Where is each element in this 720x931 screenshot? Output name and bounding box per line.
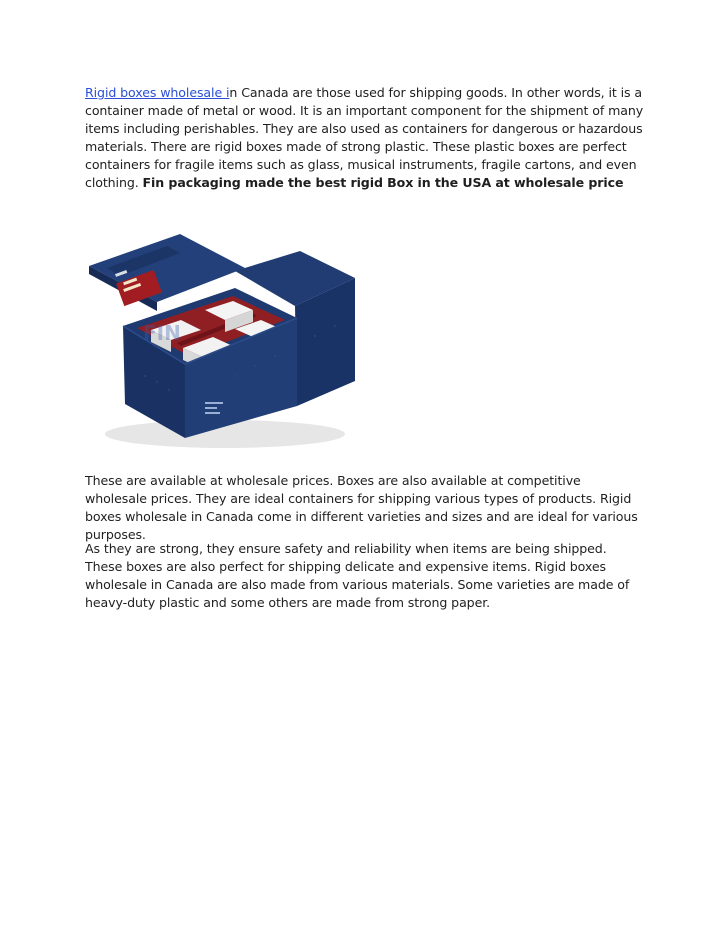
intro-paragraph: [85, 84, 645, 192]
watermark-text: FIN: [143, 321, 181, 345]
rigid-boxes-wholesale-link[interactable]: Rigid boxes wholesale i: [85, 85, 230, 100]
availability-paragraph: These are available at wholesale prices. Boxes are also available at competitive wholesale prices. They are ideal containers for shipping various types of products. Rigid boxes wholesale in Canada come in different varieties and sizes and are ideal for various purposes.: [85, 473, 638, 542]
strength-paragraph: As they are strong, they ensure safety and reliability when items are being shipped. These boxes are also perfect for shipping delicate and expensive items. Rigid boxes wholesale in Canada are also made from various materials. Some varieties are made of heavy-duty plastic and some others are made from strong paper.: [85, 541, 630, 610]
intro-text: n Canada are those used for shipping goods. In other words, it is a container made of metal or wood. It is an important component for the shipment of many items including perishables. They are also used as containers for dangerous or hazardous materials. There are rigid boxes made of strong plastic. These plastic boxes are perfect containers for fragile items such as glass, musical instruments, fragile cartons, and even clothing.: [85, 85, 644, 190]
intro-bold-text: Fin packaging made the best rigid Box in the USA at wholesale price: [142, 175, 624, 190]
rigid-box-image: [85, 206, 355, 461]
